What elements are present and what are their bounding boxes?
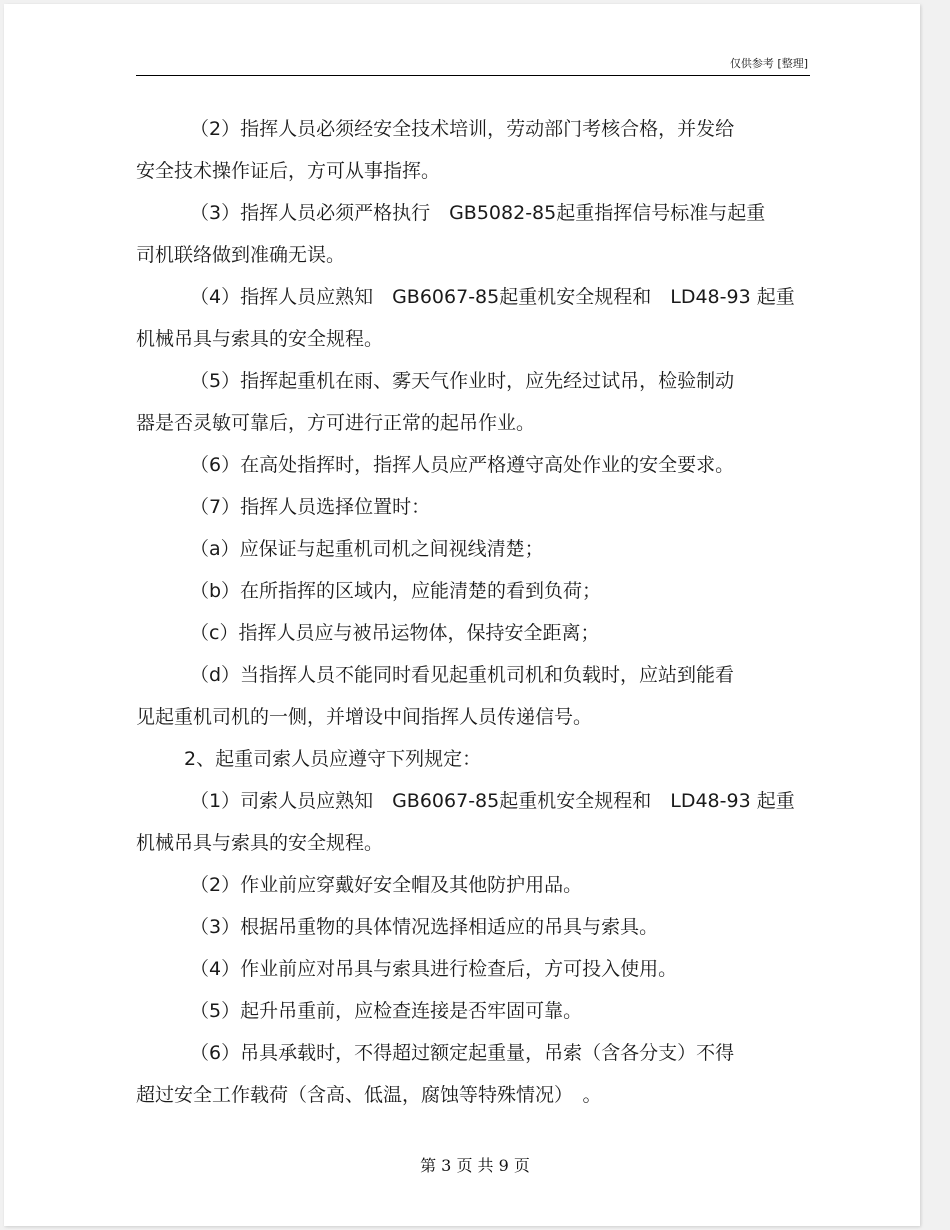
- paragraph-first-line: （b）在所指挥的区域内，应能清楚的看到负荷；: [190, 580, 602, 602]
- paragraph-first-line: （1）司索人员应熟知 GB6067-85起重机安全规程和 LD48-93 起重: [190, 790, 795, 812]
- paragraph-first-line: （4）指挥人员应熟知 GB6067-85起重机安全规程和 LD48-93 起重: [190, 286, 795, 308]
- paragraph-continuation-line: 机械吊具与索具的安全规程。: [136, 832, 384, 854]
- paragraph-first-line: （5）起升吊重前，应检查连接是否牢固可靠。: [190, 1000, 583, 1022]
- paragraph-first-line: （7）指挥人员选择位置时：: [190, 496, 431, 518]
- paragraph: [136, 444, 816, 486]
- document-body: [136, 108, 816, 1116]
- paragraph-first-line: （5）指挥起重机在雨、雾天气作业时，应先经过试吊，检验制动: [190, 370, 735, 392]
- paragraph: [136, 780, 816, 864]
- paragraph-first-line: （2）指挥人员必须经安全技术培训，劳动部门考核合格，并发给: [190, 118, 735, 140]
- paragraph-first-line: （3）指挥人员必须严格执行 GB5082-85起重指挥信号标准与起重: [190, 202, 766, 224]
- paragraph-first-line: （c）指挥人员应与被吊运物体，保持安全距离；: [190, 622, 600, 644]
- paragraph: [136, 612, 816, 654]
- paragraph: [136, 108, 816, 192]
- paragraph-continuation-line: 器是否灵敏可靠后，方可进行正常的起吊作业。: [136, 412, 536, 434]
- paragraph: [136, 570, 816, 612]
- paragraph-first-line: 2、起重司索人员应遵守下列规定：: [184, 748, 482, 770]
- paragraph: [136, 738, 816, 780]
- page-footer: 第 3 页 共 9 页: [420, 1156, 530, 1175]
- paragraph-first-line: （4）作业前应对吊具与索具进行检查后，方可投入使用。: [190, 958, 678, 980]
- paragraph: [136, 1032, 816, 1116]
- paragraph-first-line: （a）应保证与起重机司机之间视线清楚；: [190, 538, 544, 560]
- paragraph: [136, 654, 816, 738]
- paragraph: [136, 360, 816, 444]
- paragraph: [136, 906, 816, 948]
- paragraph: [136, 192, 816, 276]
- paragraph-continuation-line: 见起重机司机的一侧，并增设中间指挥人员传递信号。: [136, 706, 593, 728]
- paragraph-first-line: （d）当指挥人员不能同时看见起重机司机和负载时，应站到能看: [190, 664, 735, 686]
- paragraph: [136, 990, 816, 1032]
- paragraph: [136, 276, 816, 360]
- paragraph-continuation-line: 司机联络做到准确无误。: [136, 244, 346, 266]
- header-text: 仅供参考 [整理]: [729, 57, 808, 70]
- page-header: [136, 57, 810, 76]
- paragraph-first-line: （3）根据吊重物的具体情况选择相适应的吊具与索具。: [190, 916, 659, 938]
- paragraph-continuation-line: 超过安全工作载荷（含高、低温，腐蚀等特殊情况） 。: [136, 1084, 602, 1106]
- paragraph-first-line: （6）吊具承载时，不得超过额定起重量，吊索（含各分支）不得: [190, 1042, 735, 1064]
- paragraph: [136, 948, 816, 990]
- paragraph-first-line: （6）在高处指挥时，指挥人员应严格遵守高处作业的安全要求。: [190, 454, 735, 476]
- paragraph-first-line: （2）作业前应穿戴好安全帽及其他防护用品。: [190, 874, 583, 896]
- paragraph: [136, 486, 816, 528]
- paragraph: [136, 528, 816, 570]
- paragraph-continuation-line: 机械吊具与索具的安全规程。: [136, 328, 384, 350]
- paragraph-continuation-line: 安全技术操作证后，方可从事指挥。: [136, 160, 441, 182]
- paragraph: [136, 864, 816, 906]
